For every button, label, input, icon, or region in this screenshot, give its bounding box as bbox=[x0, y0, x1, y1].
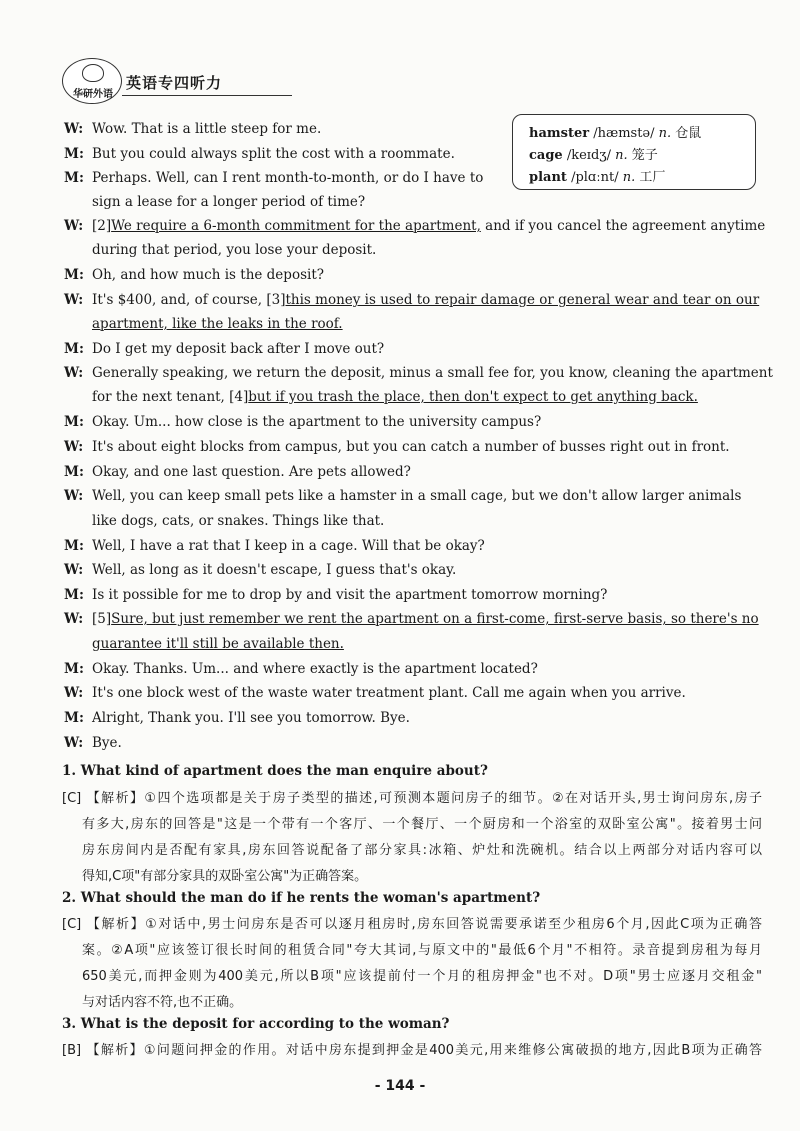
header-rule bbox=[122, 95, 292, 96]
analysis-line: 得知,C项"有部分家具的双卧室公寓"为正确答案。 bbox=[82, 869, 368, 884]
analysis-line: [B] 【解析】①问题问押金的作用。对话中房东提到押金是400美元,用来维修公寓破损的地方,因此B项为正确答 bbox=[62, 1043, 762, 1058]
speaker-label: M: bbox=[64, 267, 84, 283]
analysis-line: 有多大,房东的回答是"这是一个带有一个客厅、一个餐厅、一个厨房和一个浴室的双卧室公寓"。接着男士问 bbox=[82, 817, 762, 832]
dialogue-line bbox=[64, 586, 607, 604]
line-text: Oh, and how much is the deposit? bbox=[92, 267, 324, 283]
line-text: Perhaps. Well, can I rent month-to-month, or do I have to bbox=[92, 170, 484, 186]
vocab-entry: cage /keɪdʒ/ n. 笼子 bbox=[529, 148, 658, 163]
answer-analysis bbox=[62, 912, 762, 1016]
speaker-label: W: bbox=[64, 218, 84, 234]
dialogue-line bbox=[64, 561, 456, 579]
analysis-line: 房东房间内是否配有家具,房东回答说配备了部分家具:冰箱、炉灶和洗碗机。结合以上两部分对话内容可以 bbox=[82, 843, 762, 858]
dialogue-line bbox=[64, 684, 686, 702]
line-text: Alright, Thank you. I'll see you tomorrow. Bye. bbox=[92, 710, 410, 726]
dialogue-line bbox=[64, 315, 343, 333]
line-text: Well, as long as it doesn't escape, I guess that's okay. bbox=[92, 562, 457, 578]
analysis-line: [C] 【解析】①四个选项都是关于房子类型的描述,可预测本题问房子的细节。②在对话开头,男士询问房东,房子 bbox=[62, 791, 762, 806]
speaker-label: M: bbox=[64, 146, 84, 162]
speaker-label: W: bbox=[64, 685, 84, 701]
dialogue-line bbox=[64, 388, 698, 406]
dialogue-line bbox=[64, 241, 376, 259]
analysis-line: [C] 【解析】①对话中,男士问房东是否可以逐月租房时,房东回答说需要承诺至少租房6个月,因此C项为正确答 bbox=[62, 917, 762, 932]
line-text: and if you cancel the agreement anytime bbox=[480, 218, 766, 234]
dialogue-line bbox=[64, 145, 455, 163]
speaker-label: M: bbox=[64, 414, 84, 430]
answer-analysis bbox=[62, 1038, 762, 1064]
dialogue-line bbox=[64, 169, 483, 187]
line-text: Well, I have a rat that I keep in a cage. Will that be okay? bbox=[92, 538, 485, 554]
answer-analysis bbox=[62, 786, 762, 890]
speaker-label: W: bbox=[64, 488, 84, 504]
dialogue-line bbox=[64, 635, 344, 653]
underlined-answer-text: We require a 6-month commitment for the apartment, bbox=[111, 218, 481, 234]
line-text: like dogs, cats, or snakes. Things like that. bbox=[92, 513, 385, 529]
underlined-answer-text: guarantee it'll still be available then. bbox=[92, 636, 344, 652]
dialogue-line bbox=[64, 537, 485, 555]
line-text: It's $400, and, of course, [3] bbox=[92, 292, 286, 308]
dialogue-line bbox=[64, 610, 759, 628]
dialogue-line bbox=[64, 734, 122, 752]
logo-text: 华研外语 bbox=[73, 89, 113, 100]
speaker-label: W: bbox=[64, 439, 84, 455]
speaker-label: M: bbox=[64, 464, 84, 480]
line-text: Okay. Thanks. Um... and where exactly is the apartment located? bbox=[92, 661, 538, 677]
speaker-label: M: bbox=[64, 341, 84, 357]
underlined-answer-text: this money is used to repair damage or general wear and tear on our bbox=[285, 292, 760, 308]
speaker-label: M: bbox=[64, 587, 84, 603]
vocabulary-box bbox=[512, 114, 756, 190]
underlined-answer-text: Sure, but just remember we rent the apartment on a first-come, first-serve basis, so there's no bbox=[111, 611, 759, 627]
dialogue-line bbox=[64, 120, 321, 138]
line-text: Okay. Um... how close is the apartment to the university campus? bbox=[92, 414, 542, 430]
underlined-answer-text: but if you trash the place, then don't expect to get anything back. bbox=[248, 389, 698, 405]
vocab-entry: plant /plɑːnt/ n. 工厂 bbox=[529, 170, 666, 185]
speaker-label: W: bbox=[64, 121, 84, 137]
speaker-label: W: bbox=[64, 562, 84, 578]
dialogue-line bbox=[64, 193, 365, 211]
dialogue-line bbox=[64, 438, 730, 456]
dialogue-line bbox=[64, 512, 384, 530]
question-heading: 2. What should the man do if he rents the woman's apartment? bbox=[62, 890, 541, 906]
line-text: Generally speaking, we return the deposit, minus a small fee for, you know, cleaning the apartment bbox=[92, 365, 773, 381]
page-number: - 144 - bbox=[374, 1078, 426, 1094]
dialogue-line bbox=[64, 463, 411, 481]
line-text: Okay, and one last question. Are pets allowed? bbox=[92, 464, 411, 480]
publisher-logo bbox=[62, 58, 122, 104]
speaker-label: W: bbox=[64, 365, 84, 381]
dialogue-line bbox=[64, 340, 384, 358]
speaker-label: M: bbox=[64, 661, 84, 677]
speaker-label: W: bbox=[64, 292, 84, 308]
question-heading: 1. What kind of apartment does the man enquire about? bbox=[62, 763, 488, 779]
speaker-label: M: bbox=[64, 710, 84, 726]
book-title: 英语专四听力 bbox=[126, 74, 223, 92]
frog-logo-icon bbox=[82, 64, 104, 82]
line-text: for the next tenant, [4] bbox=[92, 389, 249, 405]
line-text: It's one block west of the waste water treatment plant. Call me again when you arrive. bbox=[92, 685, 686, 701]
line-text: Is it possible for me to drop by and visit the apartment tomorrow morning? bbox=[92, 587, 608, 603]
dialogue-line bbox=[64, 266, 324, 284]
analysis-line: 650美元,而押金则为400美元,所以B项"应该提前付一个月的租房押金"也不对。D项"男士应逐月交租金" bbox=[82, 969, 762, 984]
line-text: sign a lease for a longer period of time? bbox=[92, 194, 366, 210]
dialogue-line bbox=[64, 217, 765, 235]
line-text: It's about eight blocks from campus, but you can catch a number of busses right out in front. bbox=[92, 439, 730, 455]
dialogue-line bbox=[64, 364, 773, 382]
line-text: Wow. That is a little steep for me. bbox=[92, 121, 322, 137]
speaker-label: M: bbox=[64, 538, 84, 554]
speaker-label: W: bbox=[64, 735, 84, 751]
speaker-label: M: bbox=[64, 170, 84, 186]
analysis-line: 与对话内容不符,也不正确。 bbox=[82, 995, 243, 1010]
question-heading: 3. What is the deposit for according to the woman? bbox=[62, 1016, 450, 1032]
underlined-answer-text: apartment, like the leaks in the roof. bbox=[92, 316, 343, 332]
analysis-line: 案。②A项"应该签订很长时间的租赁合同"夸大其词,与原文中的"最低6个月"不相符。录音提到房租为每月 bbox=[82, 943, 762, 958]
line-text: Bye. bbox=[92, 735, 122, 751]
line-text: Well, you can keep small pets like a hamster in a small cage, but we don't allow larger animals bbox=[92, 488, 742, 504]
line-text: [5] bbox=[92, 611, 112, 627]
line-text: Do I get my deposit back after I move out? bbox=[92, 341, 385, 357]
line-text: during that period, you lose your deposit. bbox=[92, 242, 377, 258]
speaker-label: W: bbox=[64, 611, 84, 627]
line-text: But you could always split the cost with a roommate. bbox=[92, 146, 455, 162]
dialogue-line bbox=[64, 413, 541, 431]
line-text: [2] bbox=[92, 218, 112, 234]
dialogue-line bbox=[64, 660, 538, 678]
page-header bbox=[62, 58, 322, 104]
dialogue-line bbox=[64, 487, 741, 505]
dialogue-line bbox=[64, 291, 759, 309]
dialogue-line bbox=[64, 709, 410, 727]
vocab-entry: hamster /hæmstə/ n. 仓鼠 bbox=[529, 126, 702, 141]
